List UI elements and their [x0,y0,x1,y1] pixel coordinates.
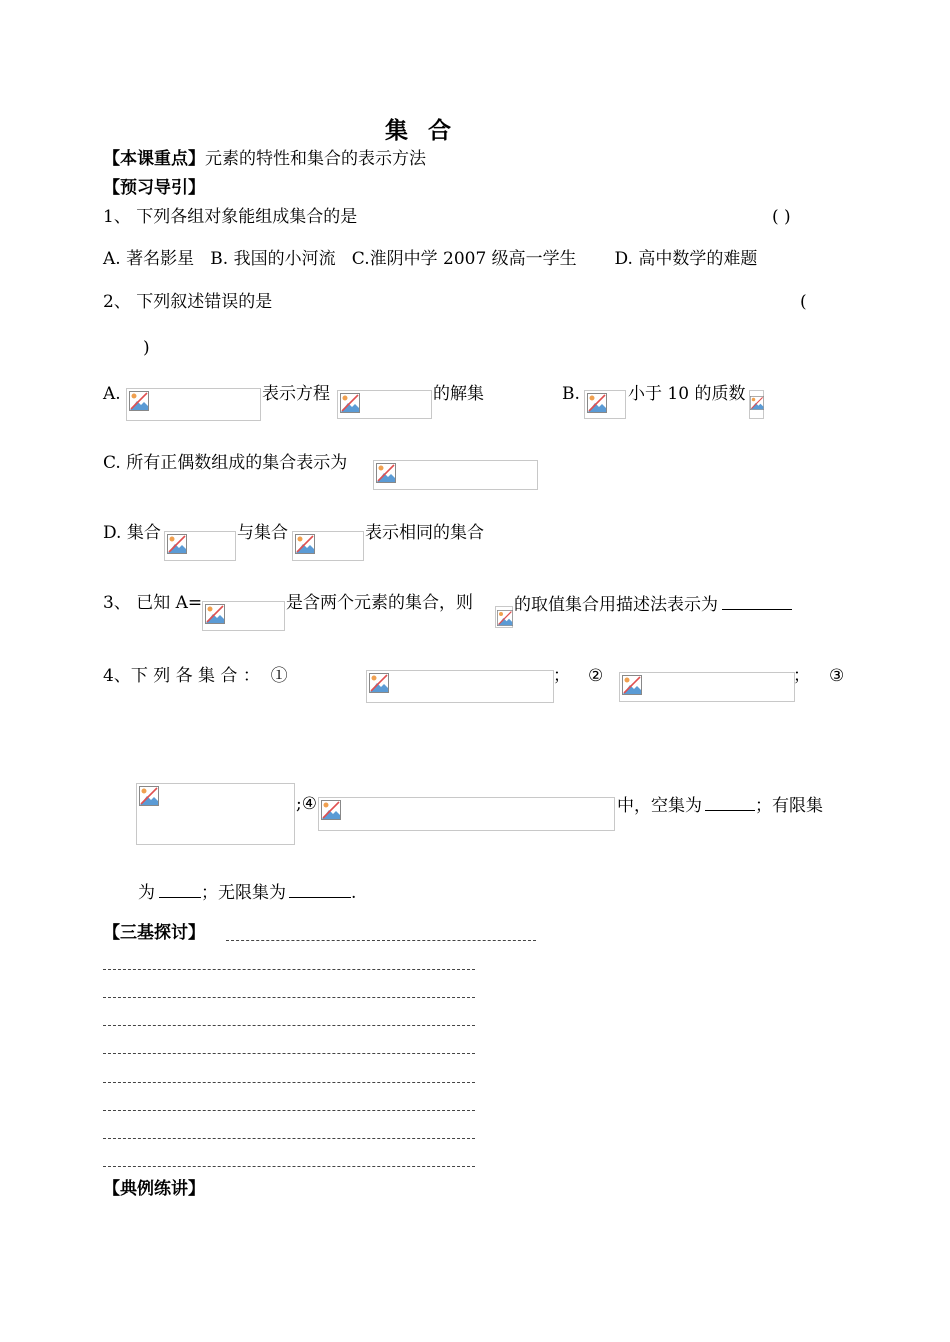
q4-mid: 中，空集为 [617,796,702,816]
broken-image-icon [295,534,315,554]
q4-circ3: ③ [829,666,845,686]
broken-image-icon [139,786,159,806]
dashed-line [103,1166,475,1167]
dashed-line [103,1138,475,1139]
focus-label: 【本课重点】 [103,149,205,169]
formula-image [366,670,554,703]
q4-finite: ；有限集 [755,796,823,816]
dashed-line [103,969,475,970]
q2a-label: A. [103,384,121,404]
formula-image [202,601,285,631]
preview-label: 【预习导引】 [103,178,205,198]
formula-image [292,531,364,561]
formula-image [136,783,295,845]
q4-last-line [138,880,356,904]
focus-text: 元素的特性和集合的表示方法 [205,149,426,169]
q2d-mid: 与集合 [237,523,288,543]
dashed-line [103,1053,475,1054]
question-2-paren-open: ( [800,292,807,312]
focus-line [103,148,426,170]
dashed-line [103,997,475,998]
q3-end [514,592,792,616]
broken-image-icon [340,393,360,413]
q4-circ2: ② [588,666,604,686]
q2b-mid: 小于 10 的质数 [628,384,746,404]
q2c-text: C. 所有正偶数组成的集合表示为 [103,453,348,473]
q3-end-text: 的取值集合用描述法表示为 [514,595,718,615]
q3-mid: 是含两个元素的集合，则 [286,593,473,613]
broken-image-icon [622,675,642,695]
question-2-paren-close: ) [143,338,150,358]
q4-period: . [351,883,357,903]
broken-image-icon [321,800,341,820]
q2b-label: B. [562,384,580,404]
formula-image [584,390,626,419]
dashed-line [226,940,536,941]
formula-image [337,390,432,419]
formula-image [495,606,513,628]
question-1: 1、 下列各组对象能组成集合的是 [103,207,358,227]
example-label: 【典例练讲】 [103,1179,205,1199]
answer-blank[interactable] [705,793,755,811]
q4-sep1: ； [553,666,570,686]
dashed-line [103,1025,475,1026]
broken-image-icon [129,391,149,411]
q2d-label: D. 集合 [103,523,161,543]
formula-image [749,390,764,419]
question-2: 2、 下列叙述错误的是 [103,292,273,312]
q4-mid-line [617,793,823,817]
formula-image [619,672,795,702]
answer-blank[interactable] [722,592,792,610]
q4-start: 4、下 列 各 集 合 ： ① [103,666,288,686]
dashed-line [103,1082,475,1083]
q2a-mid: 表示方程 [262,384,330,404]
answer-blank[interactable] [289,880,351,898]
broken-image-icon [376,463,396,483]
q4-sep2: ； [793,666,810,686]
q4-infinite: ；无限集为 [201,883,286,903]
page-title: 集 合 [385,118,458,144]
broken-image-icon [205,604,225,624]
question-1-options: A. 著名影星 B. 我国的小河流 C.淮阴中学 2007 级高一学生 D. 高中数学的难题 [103,249,758,269]
dashed-line [103,1110,475,1111]
q4-sep3: ;④ [296,794,317,814]
broken-image-icon [497,609,513,627]
broken-image-icon [369,673,389,693]
explore-label: 【三基探讨】 [103,923,205,943]
q2a-end: 的解集 [433,384,484,404]
broken-image-icon [167,534,187,554]
broken-image-icon [750,393,764,413]
broken-image-icon [587,393,607,413]
question-1-answer-paren: ( ) [772,207,791,227]
q4-wei: 为 [138,883,155,903]
formula-image [126,388,261,421]
formula-image [318,797,615,831]
q3-start: 3、 已知 A= [103,593,203,613]
answer-blank[interactable] [159,880,201,898]
q2d-end: 表示相同的集合 [365,523,484,543]
formula-image [373,460,538,490]
formula-image [164,531,236,561]
